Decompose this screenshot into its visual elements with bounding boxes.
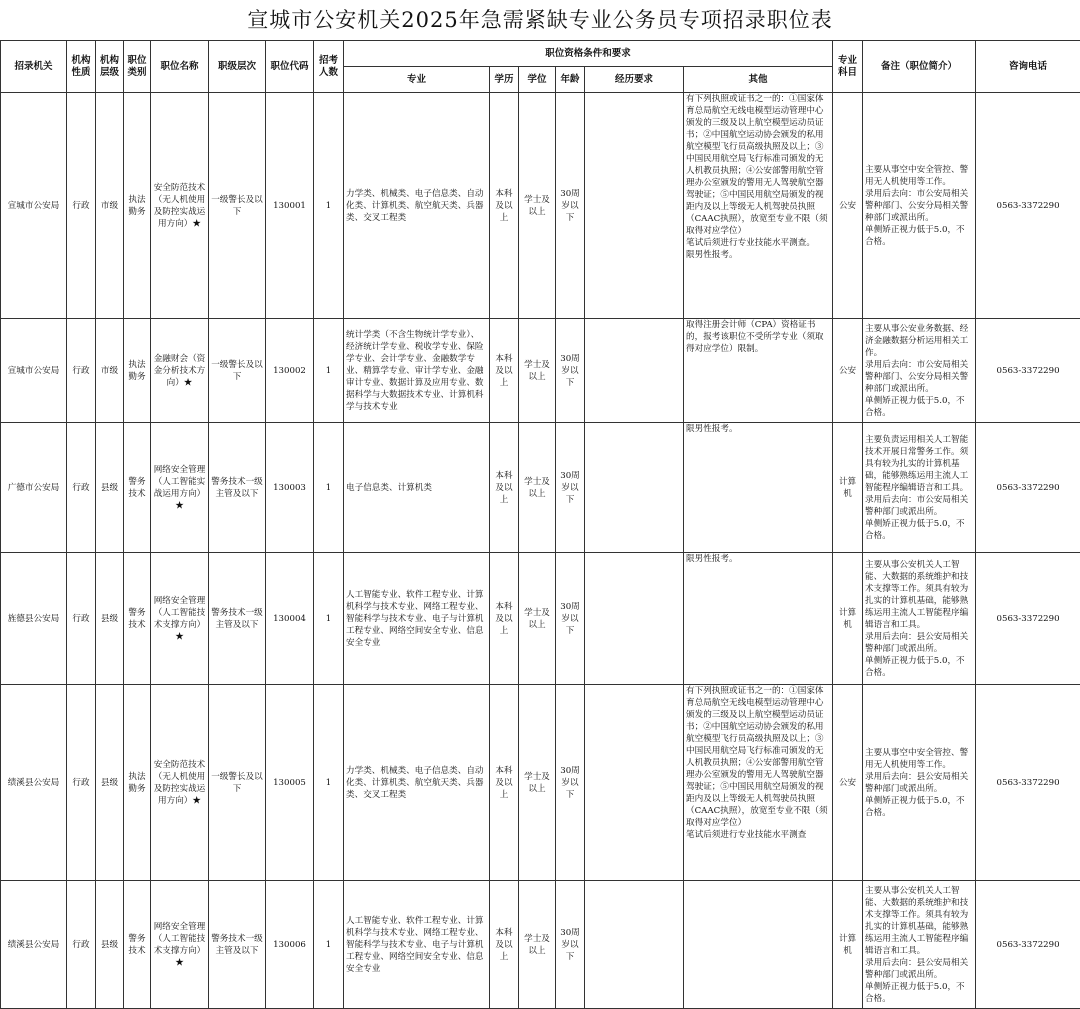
header-experience: 经历要求 (585, 67, 684, 93)
cell-major: 力学类、机械类、电子信息类、自动化类、计算机类、航空航天类、兵器类、交叉工程类 (344, 93, 490, 319)
cell-rank: 警务技术一级主管及以下 (209, 881, 266, 1009)
cell-phone: 0563-3372290 (976, 685, 1080, 881)
cell-rank: 警务技术一级主管及以下 (209, 423, 266, 553)
cell-level: 县级 (96, 423, 124, 553)
cell-position: 网络安全管理（人工智能技术支撑方向）★ (151, 553, 209, 685)
cell-phone: 0563-3372290 (976, 881, 1080, 1009)
cell-education: 本科及以上 (490, 93, 519, 319)
cell-count: 1 (314, 423, 344, 553)
header-category: 职位类别 (124, 41, 151, 93)
cell-age: 30周岁以下 (556, 881, 585, 1009)
cell-nature: 行政 (67, 685, 96, 881)
cell-nature: 行政 (67, 553, 96, 685)
header-age: 年龄 (556, 67, 585, 93)
cell-category: 警务技术 (124, 881, 151, 1009)
cell-experience (585, 93, 684, 319)
cell-level: 县级 (96, 881, 124, 1009)
cell-experience (585, 423, 684, 553)
cell-nature: 行政 (67, 423, 96, 553)
cell-rank: 一级警长及以下 (209, 93, 266, 319)
cell-other: 限男性报考。 (684, 423, 833, 553)
cell-phone: 0563-3372290 (976, 319, 1080, 423)
table-row (1, 685, 1080, 881)
cell-phone: 0563-3372290 (976, 553, 1080, 685)
cell-education: 本科及以上 (490, 319, 519, 423)
cell-count: 1 (314, 319, 344, 423)
cell-category: 执法勤务 (124, 685, 151, 881)
cell-experience (585, 319, 684, 423)
cell-age: 30周岁以下 (556, 93, 585, 319)
positions-table (0, 40, 1080, 1009)
cell-rank: 一级警长及以下 (209, 685, 266, 881)
cell-level: 县级 (96, 685, 124, 881)
header-other: 其他 (684, 67, 833, 93)
cell-degree: 学士及以上 (519, 553, 556, 685)
cell-major: 统计学类（不含生物统计学专业）、经济统计学专业、税收学专业、保险学专业、会计学专业、金融数学专业、精算学专业、审计学专业、金融审计专业、数据计算及应用专业、数据科学与大数据技术专业、计算机科学与技术专业 (344, 319, 490, 423)
header-education: 学历 (490, 67, 519, 93)
cell-agency: 宣城市公安局 (1, 93, 67, 319)
cell-nature: 行政 (67, 319, 96, 423)
table-row (1, 319, 1080, 423)
cell-subject: 计算机 (833, 553, 863, 685)
cell-degree: 学士及以上 (519, 685, 556, 881)
cell-category: 执法勤务 (124, 319, 151, 423)
cell-degree: 学士及以上 (519, 319, 556, 423)
cell-remark: 主要从事空中安全管控、警用无人机使用等工作。 录用后去向：县公安局相关警种部门或派出所。 单侧矫正视力低于5.0，不合格。 (863, 685, 976, 881)
cell-position: 安全防范技术（无人机使用及防控实战运用方向）★ (151, 685, 209, 881)
cell-age: 30周岁以下 (556, 423, 585, 553)
cell-education: 本科及以上 (490, 685, 519, 881)
header-phone: 咨询电话 (976, 41, 1080, 93)
cell-major: 力学类、机械类、电子信息类、自动化类、计算机类、航空航天类、兵器类、交叉工程类 (344, 685, 490, 881)
cell-position: 网络安全管理（人工智能技术支撑方向）★ (151, 881, 209, 1009)
cell-category: 执法勤务 (124, 93, 151, 319)
cell-category: 警务技术 (124, 423, 151, 553)
cell-age: 30周岁以下 (556, 685, 585, 881)
cell-code: 130001 (266, 93, 314, 319)
table-row (1, 881, 1080, 1009)
cell-agency: 宣城市公安局 (1, 319, 67, 423)
cell-other: 限男性报考。 (684, 553, 833, 685)
cell-code: 130005 (266, 685, 314, 881)
cell-level: 市级 (96, 93, 124, 319)
cell-degree: 学士及以上 (519, 93, 556, 319)
cell-major: 电子信息类、计算机类 (344, 423, 490, 553)
cell-category: 警务技术 (124, 553, 151, 685)
cell-agency: 旌德县公安局 (1, 553, 67, 685)
cell-experience (585, 881, 684, 1009)
header-position: 职位名称 (151, 41, 209, 93)
cell-experience (585, 685, 684, 881)
cell-education: 本科及以上 (490, 881, 519, 1009)
cell-agency: 绩溪县公安局 (1, 881, 67, 1009)
cell-rank: 警务技术一级主管及以下 (209, 553, 266, 685)
cell-code: 130002 (266, 319, 314, 423)
cell-level: 县级 (96, 553, 124, 685)
cell-other: 有下列执照或证书之一的：①国家体育总局航空无线电模型运动管理中心颁发的三级及以上航空模型运动员证书；②中国航空运动协会颁发的私用航空模型飞行员高级执照及以上；③中国民用航空局飞行标准司颁发的无人机教员执照；④公安部警用航空管理办公室颁发的警用无人驾驶航空器驾驶证；⑤中国民用航空局颁发的视距内及以上等级无人机驾驶员执照（CAAC执照），放宽至专业不限（须取得对应学位） 笔试后须进行专业技能水平测查。 限男性报考。 (684, 93, 833, 319)
header-degree: 学位 (519, 67, 556, 93)
cell-subject: 计算机 (833, 881, 863, 1009)
header-requirements-group: 职位资格条件和要求 (344, 41, 833, 67)
cell-age: 30周岁以下 (556, 553, 585, 685)
header-remark: 备注（职位简介） (863, 41, 976, 93)
header-agency: 招录机关 (1, 41, 67, 93)
cell-other: 有下列执照或证书之一的：①国家体育总局航空无线电模型运动管理中心颁发的三级及以上航空模型运动员证书；②中国航空运动协会颁发的私用航空模型飞行员高级执照及以上；③中国民用航空局飞行标准司颁发的无人机教员执照；④公安部警用航空管理办公室颁发的警用无人驾驶航空器驾驶证；⑤中国民用航空局颁发的视距内及以上等级无人机驾驶员执照（CAAC执照），放宽至专业不限（须取得对应学位） 笔试后须进行专业技能水平测查 (684, 685, 833, 881)
cell-nature: 行政 (67, 93, 96, 319)
cell-remark: 主要从事公安业务数据、经济金融数据分析运用相关工作。 录用后去向：市公安局相关警种部门、公安分局相关警种部门或派出所。 单侧矫正视力低于5.0，不合格。 (863, 319, 976, 423)
cell-count: 1 (314, 685, 344, 881)
cell-subject: 公安 (833, 93, 863, 319)
cell-remark: 主要从事公安机关人工智能、大数据的系统维护和技术支撑等工作。须具有较为扎实的计算机基础，能够熟练运用主流人工智能程序编辑语言和工具。 录用后去向：县公安局相关警种部门或派出所。 单侧矫正视力低于5.0，不合格。 (863, 553, 976, 685)
cell-agency: 广德市公安局 (1, 423, 67, 553)
cell-position: 网络安全管理（人工智能实战运用方向）★ (151, 423, 209, 553)
cell-remark: 主要负责运用相关人工智能技术开展日常警务工作。须具有较为扎实的计算机基础，能够熟练运用主流人工智能程序编辑语言和工具。 录用后去向：市公安局相关警种部门或派出所。 单侧矫正视力低于5.0，不合格。 (863, 423, 976, 553)
page-title: 宣城市公安机关2025年急需紧缺专业公务员专项招录职位表 (0, 0, 1080, 40)
cell-major: 人工智能专业、软件工程专业、计算机科学与技术专业、网络工程专业、智能科学与技术专业、电子与计算机工程专业、网络空间安全专业、信息安全专业 (344, 881, 490, 1009)
cell-education: 本科及以上 (490, 553, 519, 685)
cell-subject: 公安 (833, 685, 863, 881)
cell-subject: 计算机 (833, 423, 863, 553)
cell-education: 本科及以上 (490, 423, 519, 553)
cell-degree: 学士及以上 (519, 423, 556, 553)
cell-subject: 公安 (833, 319, 863, 423)
cell-remark: 主要从事公安机关人工智能、大数据的系统维护和技术支撑等工作。须具有较为扎实的计算机基础，能够熟练运用主流人工智能程序编辑语言和工具。 录用后去向：县公安局相关警种部门或派出所。 单侧矫正视力低于5.0，不合格。 (863, 881, 976, 1009)
cell-major: 人工智能专业、软件工程专业、计算机科学与技术专业、网络工程专业、智能科学与技术专业、电子与计算机工程专业、网络空间安全专业、信息安全专业 (344, 553, 490, 685)
cell-age: 30周岁以下 (556, 319, 585, 423)
cell-agency: 绩溪县公安局 (1, 685, 67, 881)
table-row (1, 423, 1080, 553)
cell-degree: 学士及以上 (519, 881, 556, 1009)
cell-phone: 0563-3372290 (976, 423, 1080, 553)
cell-level: 市级 (96, 319, 124, 423)
cell-code: 130004 (266, 553, 314, 685)
header-rank: 职级层次 (209, 41, 266, 93)
cell-count: 1 (314, 553, 344, 685)
cell-position: 金融财会（资金分析技术方向）★ (151, 319, 209, 423)
header-major: 专业 (344, 67, 490, 93)
cell-rank: 一级警长及以下 (209, 319, 266, 423)
cell-count: 1 (314, 93, 344, 319)
cell-code: 130006 (266, 881, 314, 1009)
cell-position: 安全防范技术（无人机使用及防控实战运用方向）★ (151, 93, 209, 319)
header-level: 机构层级 (96, 41, 124, 93)
header-subject: 专业科目 (833, 41, 863, 93)
cell-remark: 主要从事空中安全管控、警用无人机使用等工作。 录用后去向：市公安局相关警种部门、公安分局相关警种部门或派出所。 单侧矫正视力低于5.0，不合格。 (863, 93, 976, 319)
header-code: 职位代码 (266, 41, 314, 93)
cell-experience (585, 553, 684, 685)
cell-phone: 0563-3372290 (976, 93, 1080, 319)
cell-nature: 行政 (67, 881, 96, 1009)
table-row (1, 93, 1080, 319)
cell-other (684, 881, 833, 1009)
header-nature: 机构性质 (67, 41, 96, 93)
header-count: 招考人数 (314, 41, 344, 93)
cell-other: 取得注册会计师（CPA）资格证书的，报考该职位不受所学专业（须取得对应学位）限制。 (684, 319, 833, 423)
cell-count: 1 (314, 881, 344, 1009)
cell-code: 130003 (266, 423, 314, 553)
table-row (1, 553, 1080, 685)
